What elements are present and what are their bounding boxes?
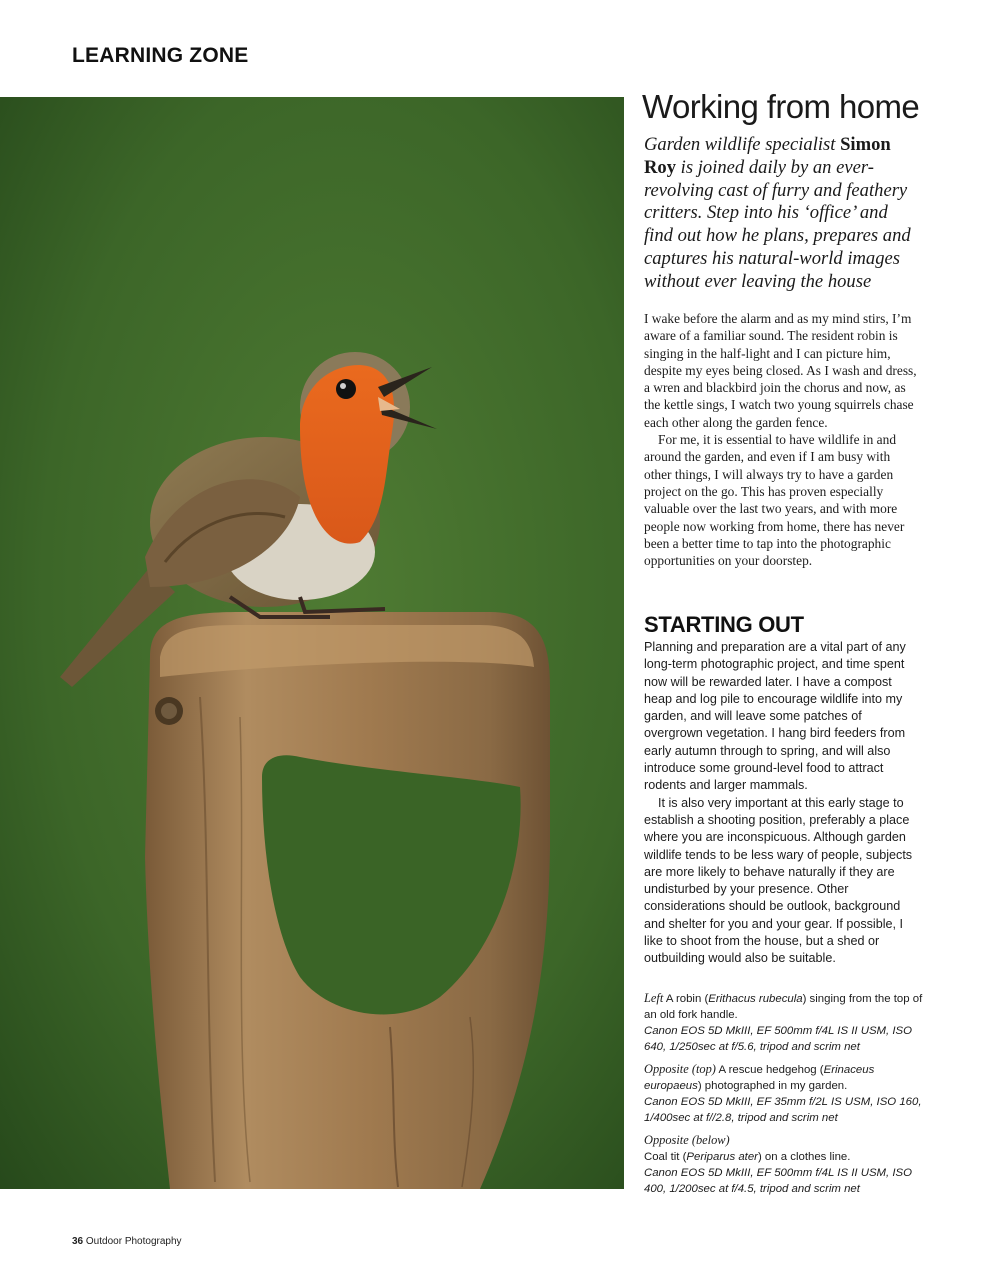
robin-photo [0, 97, 624, 1189]
section-label: LEARNING ZONE [72, 44, 249, 67]
caption-label: Left [644, 991, 664, 1005]
camera-settings: Canon EOS 5D MkIII, EF 500mm f/4L IS II USM, ISO 640, 1/250sec at f/5.6, tripod and scrim net [644, 1025, 912, 1053]
caption-text: ) on a clothes line. [757, 1151, 851, 1163]
caption-text: Coal tit ( [644, 1151, 687, 1163]
camera-settings: Canon EOS 5D MkIII, EF 500mm f/4L IS II USM, ISO 400, 1/200sec at f/4.5, tripod and scrim net [644, 1167, 912, 1195]
standfirst-text-continued: is joined daily by an ever-revolving cast of furry and feathery critters. Step into his ‘office’ and find out how he plans, prepares and captures his natural-world images without ever leaving the house [644, 156, 911, 292]
body-paragraph: It is also very important at this early stage to establish a shooting position, preferably a place where you are inconspicuous. Although garden wildlife tends to be less wary of people, subjects are more likely to behave naturally if they are undisturbed by your presence. Other considerations should be outlook, background and shelter for you and your gear. If possible, I like to shoot from the house, but a shed or outbuilding would also be suitable. [644, 795, 913, 966]
caption-text: A robin ( [663, 993, 709, 1005]
species-name: Periparus ater [686, 1151, 758, 1163]
intro-body [644, 310, 919, 569]
section-body [644, 639, 916, 968]
intro-paragraph: For me, it is essential to have wildlife in and around the garden, and even if I am busy with other things, I will always try to have a garden project on the go. This has proven especially valuable over the last two years, and with more people now working from home, there has never been a better time to tap into the photographic opportunities on your doorstep. [644, 432, 905, 569]
caption-left [644, 990, 934, 1055]
caption-opposite-top [644, 1061, 934, 1126]
page-number: 36 [72, 1236, 84, 1247]
caption-label: Opposite (below) [644, 1133, 730, 1147]
species-name: Erithacus rubecula [708, 993, 803, 1005]
caption-opposite-below [644, 1132, 934, 1197]
caption-label: Opposite (top) [644, 1062, 716, 1076]
photo-captions [644, 990, 934, 1203]
page-footer [72, 1236, 182, 1247]
species-name: Erinaceus europaeus [644, 1064, 875, 1092]
caption-text: ) singing from the top of an old fork handle. [644, 993, 923, 1021]
body-paragraph: Planning and preparation are a vital part of any long-term photographic project, and time spent now will be rewarded later. I have a compost heap and log pile to encourage wildlife into my garden, and will leave some patches of overgrown vegetation. I hang bird feeders from early autumn through to spring, and will also introduce some ground-level food to attract rodents and larger mammals. [644, 640, 906, 793]
publication-name: Outdoor Photography [85, 1236, 182, 1247]
caption-text: A rescue hedgehog ( [715, 1064, 824, 1076]
article-title: Working from home [642, 88, 920, 125]
standfirst [644, 134, 919, 294]
caption-text: ) photographed in my garden. [697, 1080, 848, 1092]
camera-settings: Canon EOS 5D MkIII, EF 35mm f/2L IS USM, ISO 160, 1/400sec at f//2.8, tripod and scrim net [644, 1096, 922, 1124]
section-heading: STARTING OUT [644, 612, 804, 637]
standfirst-text: Garden wildlife specialist [644, 134, 841, 155]
author-name: Simon Roy [644, 134, 891, 178]
intro-paragraph: I wake before the alarm and as my mind stirs, I’m aware of a familiar sound. The resident robin is singing in the half-light and I can picture him, despite my eyes being closed. As I wash and dress, a wren and blackbird join the chorus and now, as the kettle sings, I watch two young squirrels chase each other along the garden fence. [644, 311, 917, 430]
